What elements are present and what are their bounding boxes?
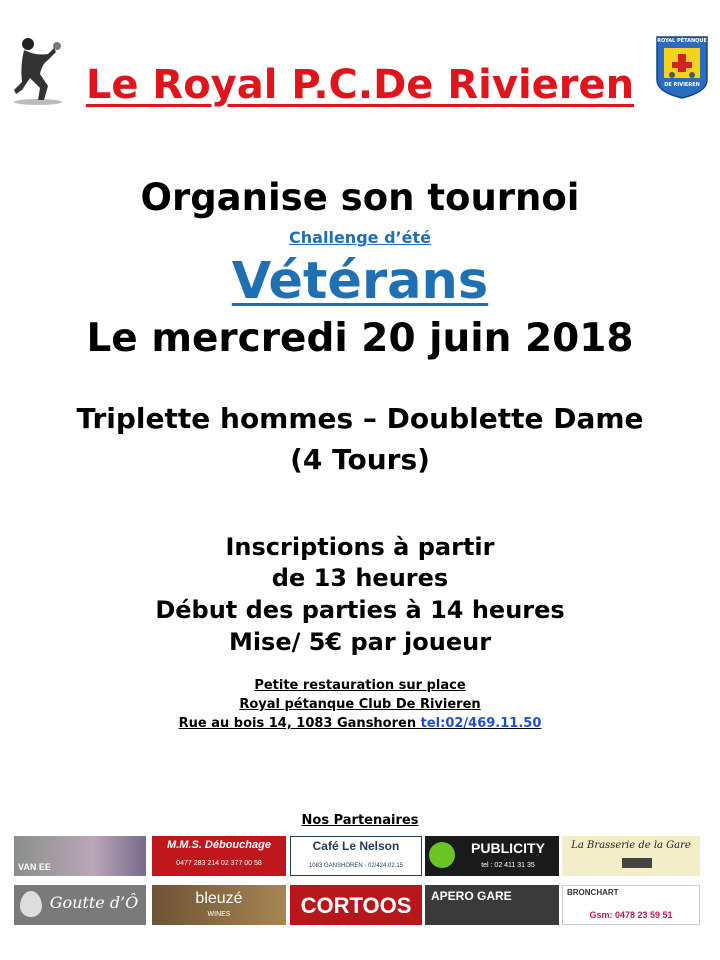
food-info: Petite restauration sur place [254, 678, 466, 693]
phone-link[interactable]: tel:02/469.11.50 [420, 716, 542, 731]
partners-heading: Nos Partenaires [301, 813, 419, 828]
partner-logo-goutte: Goutte d’Ô [14, 885, 146, 925]
schedule-line: Inscriptions à partir [225, 533, 495, 561]
schedule-line: Début des parties à 14 heures [155, 596, 565, 624]
partner-logo-cortoos: CORTOOS [290, 885, 422, 925]
partner-logo-brasserie: La Brasserie de la Gare [562, 836, 700, 876]
schedule-line: de 13 heures [271, 564, 449, 592]
partner-logo-bronchart: BRONCHART Gsm: 0478 23 59 51 [562, 885, 700, 925]
partner-logo-bleuze: bleuzé WINES [152, 885, 286, 925]
challenge-label: Challenge d’été [289, 228, 431, 247]
category-heading: Vétérans [231, 252, 489, 311]
badge-top-text: ROYAL PÉTANQUE [657, 38, 707, 44]
club-name: Royal pétanque Club De Rivieren [239, 697, 481, 712]
partner-logo-publicity: PUBLICITY tel : 02 411 31 35 [425, 836, 559, 876]
partner-logo-apero-gare: APERO GARE [425, 885, 559, 925]
tournament-format: Triplette hommes – Doublette Dame [76, 402, 644, 435]
address: Rue au bois 14, 1083 Ganshoren [178, 716, 417, 731]
partner-logo-nelson: Café Le Nelson 1083 GANSHOREN - 02/424.02.15 [290, 836, 422, 876]
organise-heading: Organise son tournoi [140, 176, 580, 219]
entry-fee: Mise/ 5€ par joueur [228, 628, 492, 656]
event-date: Le mercredi 20 juin 2018 [86, 316, 634, 361]
club-title: Le Royal P.C.De Rivieren [85, 62, 635, 108]
partner-logo-mms: M.M.S. Débouchage 0477 283 214 02 377 00 58 [152, 836, 286, 876]
address-line [0, 716, 720, 731]
partner-logo-vanee: VAN EE [14, 836, 146, 876]
tournament-rounds: (4 Tours) [290, 443, 430, 476]
badge-bottom-text: DE RIVIEREN [664, 82, 700, 88]
petanque-player-logo [8, 34, 68, 106]
club-badge [654, 34, 710, 100]
